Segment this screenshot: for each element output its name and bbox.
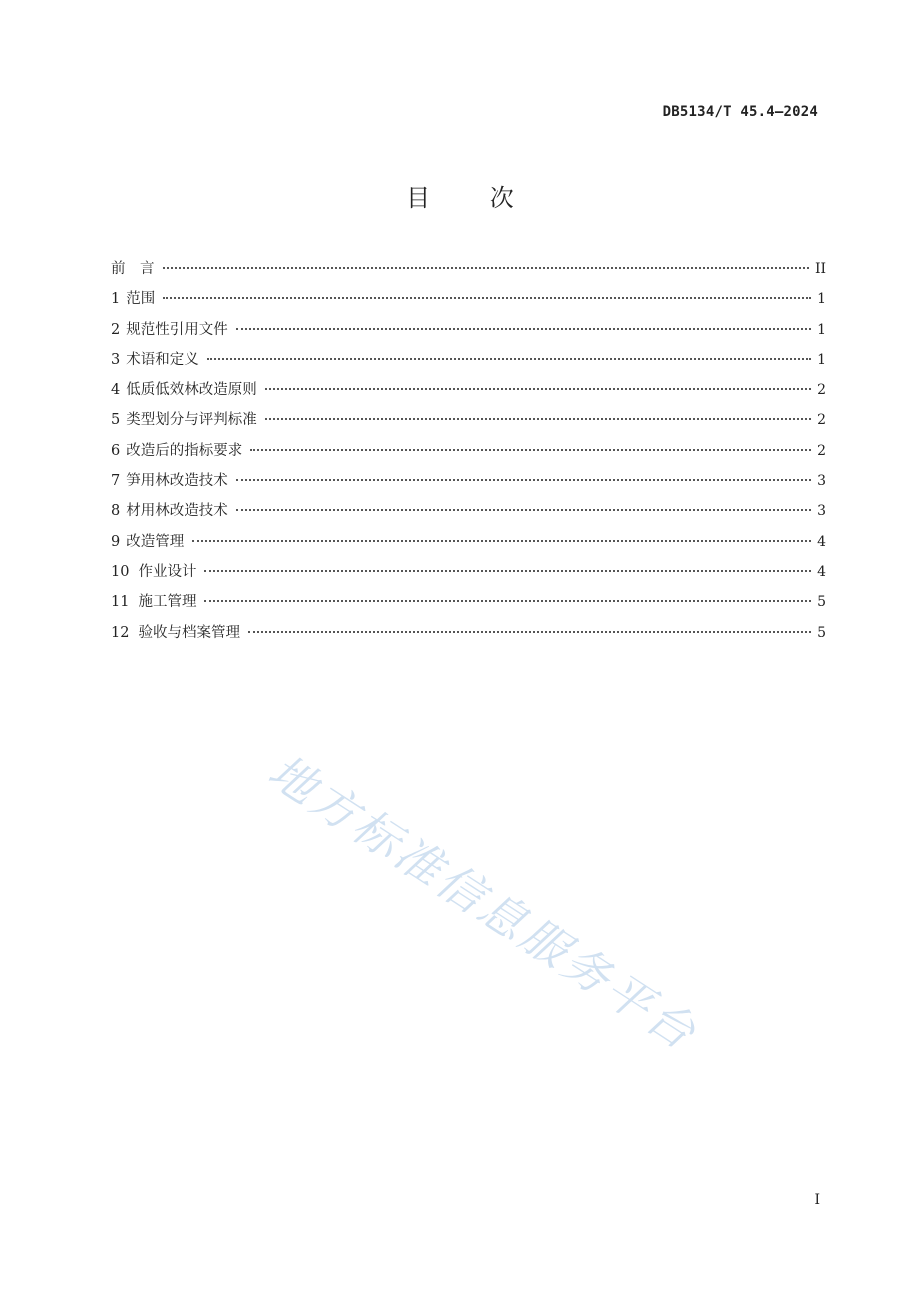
watermark: 地方标准信息服务平台	[258, 743, 708, 1062]
toc-entry-number: 10	[111, 563, 130, 580]
toc-entry-text: 低质低效林改造原则	[126, 382, 257, 399]
toc-entry[interactable]	[111, 345, 826, 375]
toc-entry-label	[111, 284, 155, 314]
dot-leader	[204, 600, 811, 602]
toc-entry-number: 2	[111, 321, 121, 338]
toc-entry-number: 4	[111, 382, 121, 399]
toc-entry-page: 2	[817, 382, 826, 399]
toc-entry-number: 7	[111, 473, 121, 490]
dot-leader	[163, 267, 809, 269]
toc-entry[interactable]	[111, 557, 826, 587]
toc-entry-label	[111, 375, 257, 405]
toc-entry[interactable]	[111, 587, 826, 617]
document-code: DB5134/T 45.4—2024	[662, 104, 818, 120]
dot-leader	[236, 479, 811, 481]
toc-entry-page: 5	[817, 624, 826, 641]
toc-entry-text: 改造后的指标要求	[126, 442, 243, 459]
toc-entry-page: 5	[817, 594, 826, 611]
toc-entry-page: 4	[817, 533, 826, 550]
toc-entry-number: 6	[111, 442, 121, 459]
toc-entry-label	[111, 405, 257, 435]
toc-entry-page: 1	[817, 351, 826, 368]
toc-entry-text: 类型划分与评判标准	[126, 412, 257, 429]
toc-entry-page: 3	[817, 473, 826, 490]
toc-title: 目 次	[406, 184, 540, 212]
dot-leader	[204, 570, 811, 572]
toc-entry[interactable]	[111, 315, 826, 345]
toc-entry-number: 3	[111, 351, 121, 368]
toc-entry-number: 11	[111, 594, 130, 611]
toc-entry-label	[111, 527, 184, 557]
toc-entry-number: 9	[111, 533, 121, 550]
toc-entry-text: 范围	[126, 291, 156, 308]
toc-entry[interactable]	[111, 436, 826, 466]
toc-entry-text: 术语和定义	[126, 351, 199, 368]
toc-entry-label	[111, 436, 242, 466]
toc-entry-label	[111, 315, 228, 345]
dot-leader	[265, 418, 811, 420]
dot-leader	[207, 358, 811, 360]
toc-entry-text: 笋用林改造技术	[126, 473, 228, 490]
toc-entry-label	[111, 557, 196, 587]
dot-leader	[248, 631, 811, 633]
table-of-contents	[111, 254, 826, 648]
toc-entry-text: 验收与档案管理	[138, 624, 240, 641]
toc-entry-text: 施工管理	[138, 594, 197, 611]
toc-entry-label	[111, 466, 228, 496]
toc-entry[interactable]	[111, 618, 826, 648]
toc-entry-number: 5	[111, 412, 121, 429]
toc-entry-page: 1	[817, 291, 826, 308]
toc-entry-text: 前 言	[111, 261, 155, 277]
toc-entry-text: 规范性引用文件	[126, 321, 228, 338]
toc-entry-page: 2	[817, 442, 826, 459]
dot-leader	[163, 297, 811, 299]
toc-entry[interactable]	[111, 375, 826, 405]
toc-entry[interactable]	[111, 466, 826, 496]
toc-entry-text: 作业设计	[138, 563, 197, 580]
toc-entry-text: 改造管理	[126, 533, 185, 550]
toc-entry-page: II	[814, 261, 826, 277]
toc-entry-label	[111, 345, 199, 375]
toc-entry[interactable]	[111, 405, 826, 435]
toc-entry[interactable]	[111, 496, 826, 526]
dot-leader	[236, 509, 811, 511]
page-number: I	[814, 1192, 820, 1208]
toc-entry-page: 3	[817, 503, 826, 520]
toc-entry-page: 1	[817, 321, 826, 338]
toc-entry-text: 材用林改造技术	[126, 503, 228, 520]
toc-entry[interactable]	[111, 254, 826, 284]
dot-leader	[192, 540, 811, 542]
toc-entry-label	[111, 618, 240, 648]
toc-entry-number: 1	[111, 291, 121, 308]
dot-leader	[236, 328, 811, 330]
toc-entry-page: 2	[817, 412, 826, 429]
toc-entry-number: 8	[111, 503, 121, 520]
toc-entry-number: 12	[111, 624, 130, 641]
toc-entry-label	[111, 254, 155, 284]
toc-entry[interactable]	[111, 527, 826, 557]
toc-entry-label	[111, 496, 228, 526]
toc-entry-page: 4	[817, 563, 826, 580]
dot-leader	[250, 449, 811, 451]
toc-entry[interactable]	[111, 284, 826, 314]
dot-leader	[265, 388, 811, 390]
toc-entry-label	[111, 587, 196, 617]
